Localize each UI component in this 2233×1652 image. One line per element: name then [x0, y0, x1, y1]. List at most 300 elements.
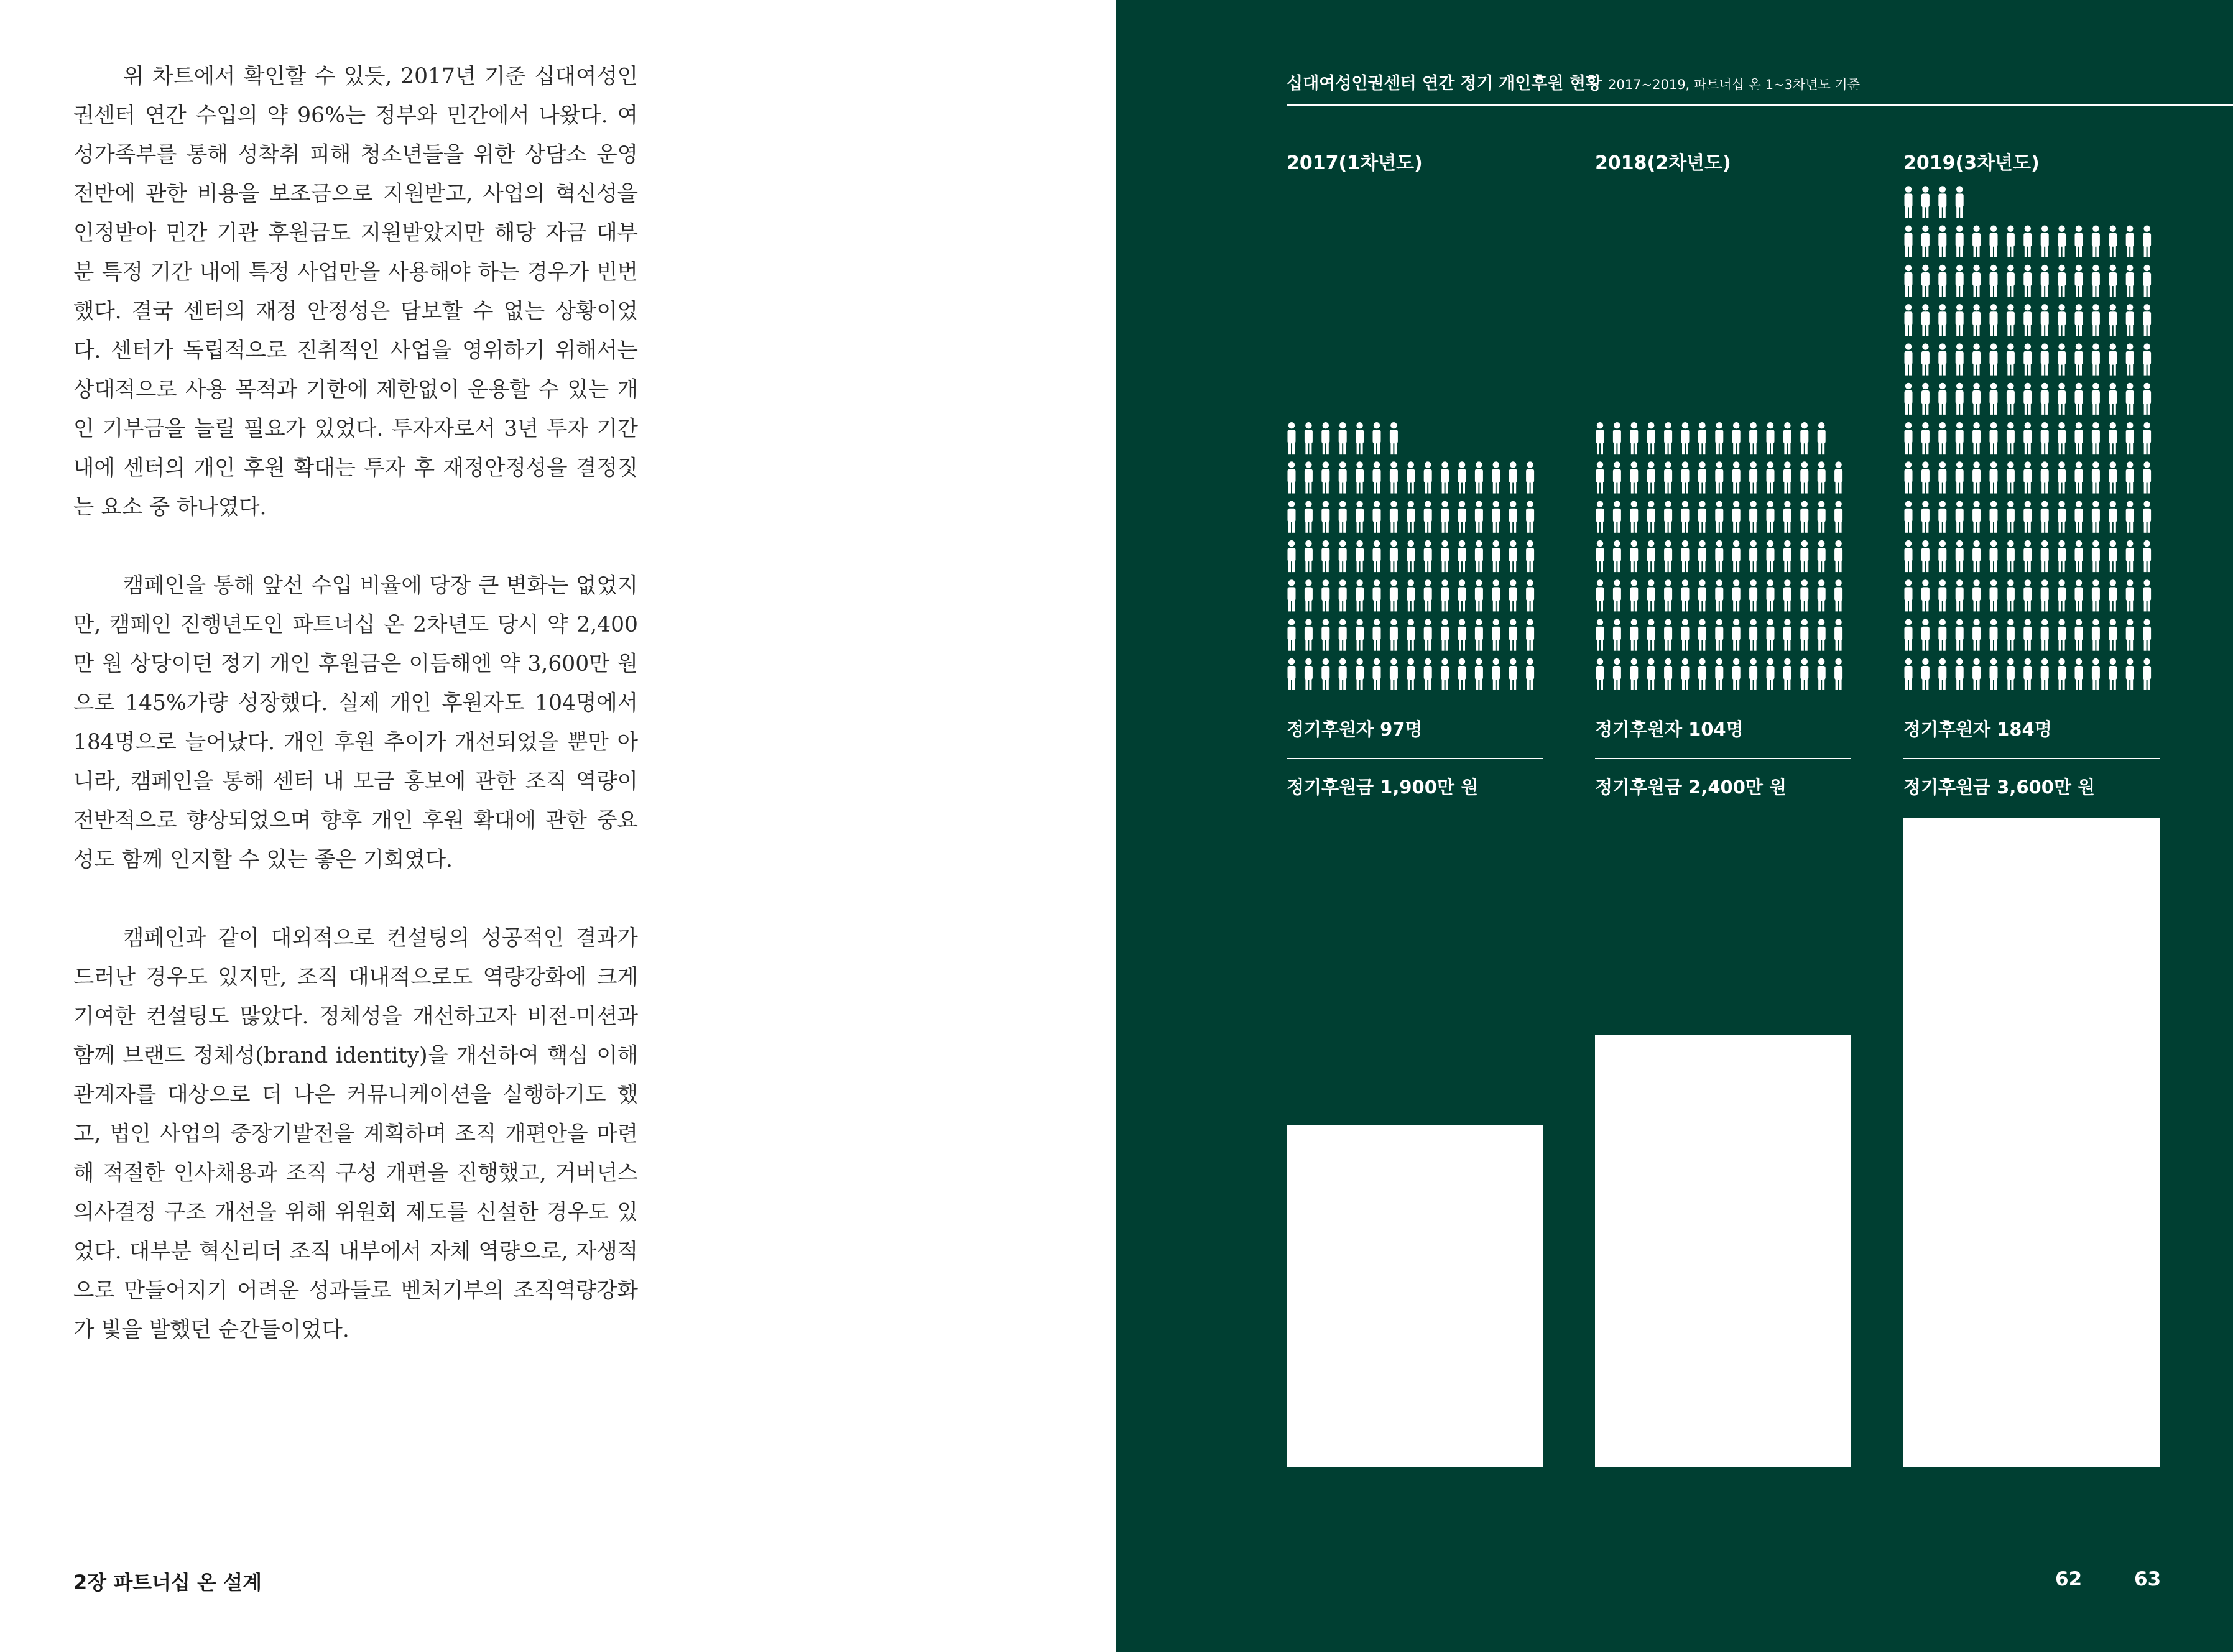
person-icon: [1938, 343, 1946, 375]
body-text: [73, 57, 638, 1350]
label-divider: [1903, 758, 2160, 759]
person-icon: [1800, 619, 1808, 651]
person-icon: [2092, 501, 2100, 533]
person-icon: [2041, 540, 2049, 572]
person-icon: [1990, 579, 1998, 611]
person-icon: [1956, 265, 1964, 297]
person-icon: [2109, 619, 2117, 651]
person-icon: [2023, 383, 2032, 415]
page-number-left: 62: [2055, 1568, 2083, 1590]
person-icon: [2007, 383, 2015, 415]
person-icon: [1681, 579, 1690, 611]
person-icon: [2058, 383, 2066, 415]
person-icon: [1921, 540, 1930, 572]
person-icon: [2058, 461, 2066, 493]
person-icon: [1681, 422, 1690, 454]
person-icon: [1783, 501, 1791, 533]
person-icon: [1905, 461, 1913, 493]
person-icon: [2126, 579, 2134, 611]
person-icon: [1288, 619, 1296, 651]
person-icon: [1321, 461, 1329, 493]
person-icon: [2126, 461, 2134, 493]
person-icon: [2092, 383, 2100, 415]
person-icon: [1921, 226, 1930, 257]
person-icon: [1938, 422, 1946, 454]
person-icon: [2007, 658, 2015, 690]
person-icon: [1339, 422, 1347, 454]
person-icon: [1339, 619, 1347, 651]
person-icon: [1732, 422, 1741, 454]
paragraph: 캠페인과 같이 대외적으로 컨설팅의 성공적인 결과가 드러난 경우도 있지만, 조직 대내적으로도 역량강화에 크게 기여한 컨설팅도 많았다. 정체성을 개선하고자 비전-미션과 함께 브랜드 정체성(brand identity)을 개선하여 핵심 이해관계자를 대상으로 더 나은 커뮤니케이션을 실행하기도 했고, 법인 사업의 중장기발전을 계획하며 조직 개편안을 마련해 적절한 인사채용과 조직 구성 개편을 진행했고, 거버넌스 의사결정 구조 개선을 위해 위원회 제도를 신설한 경우도 있었다. 대부분 혁신리더 조직 내부에서 자체 역량으로, 자생적으로 만들어지기 어려운 성과들로 벤처기부의 조직역량강화가 빛을 발했던 순간들이었다.: [73, 926, 638, 1342]
person-icon: [2143, 658, 2151, 690]
chapter-footer: 2장 파트너십 온 설계: [73, 1571, 262, 1594]
person-icon: [1339, 658, 1347, 690]
person-icon: [1800, 540, 1808, 572]
person-icon: [2126, 658, 2134, 690]
year-label: 2019(3차년도): [1903, 152, 2040, 174]
person-icon: [1749, 619, 1757, 651]
person-icon: [2092, 619, 2100, 651]
person-icon: [2075, 461, 2083, 493]
person-icon: [2092, 226, 2100, 257]
person-icon: [1767, 501, 1775, 533]
person-icon: [2143, 265, 2151, 297]
person-icon: [2143, 226, 2151, 257]
label-divider: [1595, 758, 1851, 759]
person-icon: [1749, 422, 1757, 454]
amount-label: 정기후원금 1,900만 원: [1287, 777, 1479, 798]
person-icon: [1698, 422, 1706, 454]
person-icon: [2109, 540, 2117, 572]
person-icon: [2143, 540, 2151, 572]
person-icon: [1458, 461, 1466, 493]
person-icon: [1305, 540, 1313, 572]
person-icon: [1321, 579, 1329, 611]
person-icon: [1664, 461, 1672, 493]
person-icon: [1938, 540, 1946, 572]
person-icon: [1647, 579, 1655, 611]
right-page: [1116, 0, 2233, 1652]
person-icon: [1715, 461, 1723, 493]
person-icon: [1441, 540, 1449, 572]
amount-bar: [1903, 818, 2160, 1467]
person-icon: [2075, 619, 2083, 651]
person-icon: [2126, 619, 2134, 651]
person-icon: [1373, 658, 1381, 690]
person-icon: [1972, 226, 1981, 257]
person-icon: [1921, 461, 1930, 493]
person-icon: [1647, 501, 1655, 533]
person-icon: [1972, 461, 1981, 493]
person-icon: [2109, 265, 2117, 297]
person-icon: [1492, 461, 1500, 493]
person-icon: [1356, 461, 1364, 493]
person-icon: [1990, 422, 1998, 454]
donor-count-label: 정기후원자 97명: [1287, 719, 1423, 740]
person-icon: [1749, 501, 1757, 533]
person-icon: [1492, 619, 1500, 651]
person-icon: [2126, 422, 2134, 454]
person-icon: [2023, 265, 2032, 297]
person-icon: [1698, 579, 1706, 611]
person-icon: [1630, 461, 1638, 493]
person-icon: [1990, 619, 1998, 651]
amount-label: 정기후원금 2,400만 원: [1595, 777, 1787, 798]
person-icon: [1698, 658, 1706, 690]
person-icon: [1356, 422, 1364, 454]
person-icon: [1390, 579, 1398, 611]
person-icon: [1938, 461, 1946, 493]
person-icon: [1905, 540, 1913, 572]
person-icon: [1492, 658, 1500, 690]
person-icon: [2143, 619, 2151, 651]
person-icon: [1921, 658, 1930, 690]
person-icon: [1509, 461, 1517, 493]
person-icon: [1818, 540, 1826, 572]
person-icon: [1921, 343, 1930, 375]
person-icon: [1596, 658, 1604, 690]
person-icon: [1613, 619, 1621, 651]
person-icon: [2092, 265, 2100, 297]
person-icon: [1339, 579, 1347, 611]
person-icon: [1424, 658, 1432, 690]
person-icon: [1390, 461, 1398, 493]
person-icon: [1526, 540, 1534, 572]
person-icon: [2007, 343, 2015, 375]
person-icon: [1938, 186, 1946, 218]
person-icon: [1990, 461, 1998, 493]
year-label: 2018(2차년도): [1595, 152, 1731, 174]
person-icon: [1905, 658, 1913, 690]
person-icon: [1373, 461, 1381, 493]
person-icon: [2058, 343, 2066, 375]
person-icon: [2058, 619, 2066, 651]
person-icon: [1783, 422, 1791, 454]
person-icon: [1458, 579, 1466, 611]
person-icon: [1921, 501, 1930, 533]
person-icon: [1664, 579, 1672, 611]
person-icon: [2058, 304, 2066, 336]
person-icon: [1921, 619, 1930, 651]
person-icon: [2023, 579, 2032, 611]
person-icon: [2023, 422, 2032, 454]
person-icon: [2058, 658, 2066, 690]
person-icon: [1664, 501, 1672, 533]
person-icon: [1956, 619, 1964, 651]
person-icon: [1956, 226, 1964, 257]
person-icon: [2126, 343, 2134, 375]
person-icon: [1938, 658, 1946, 690]
person-icon: [2041, 658, 2049, 690]
person-icon: [2041, 383, 2049, 415]
person-icon: [1905, 619, 1913, 651]
person-icon: [1921, 422, 1930, 454]
person-icon: [1818, 658, 1826, 690]
person-icon: [1424, 540, 1432, 572]
person-icon: [2109, 461, 2117, 493]
person-icon: [1596, 501, 1604, 533]
person-icon: [1715, 658, 1723, 690]
person-icon: [1800, 422, 1808, 454]
amount-bar: [1595, 1035, 1851, 1467]
person-icon: [1509, 658, 1517, 690]
person-icon: [1698, 461, 1706, 493]
person-icon: [1972, 579, 1981, 611]
person-icon: [1305, 501, 1313, 533]
person-icon: [1938, 619, 1946, 651]
person-icon: [2075, 501, 2083, 533]
person-icon: [2126, 226, 2134, 257]
person-icon: [2007, 422, 2015, 454]
person-icon: [1407, 579, 1415, 611]
person-icon: [2143, 343, 2151, 375]
person-icon: [1834, 658, 1842, 690]
person-icon: [1664, 422, 1672, 454]
person-icon: [1475, 540, 1483, 572]
person-icon: [1492, 540, 1500, 572]
person-icon: [1407, 461, 1415, 493]
person-icon: [1321, 422, 1329, 454]
person-icon: [1664, 619, 1672, 651]
person-icon: [1783, 461, 1791, 493]
person-icon: [1526, 658, 1534, 690]
person-icon: [1509, 540, 1517, 572]
person-icon: [1630, 540, 1638, 572]
person-icon: [1613, 540, 1621, 572]
person-icon: [2109, 343, 2117, 375]
person-icon: [1956, 461, 1964, 493]
person-icon: [1767, 579, 1775, 611]
person-icon: [1596, 422, 1604, 454]
person-icon: [1767, 619, 1775, 651]
person-icon: [1818, 501, 1826, 533]
person-icon: [2143, 501, 2151, 533]
person-icon: [1905, 226, 1913, 257]
year-label: 2017(1차년도): [1287, 152, 1423, 174]
person-icon: [1475, 501, 1483, 533]
person-icon: [1921, 265, 1930, 297]
person-icon: [2023, 304, 2032, 336]
person-icon: [1834, 540, 1842, 572]
person-icon: [1921, 383, 1930, 415]
person-icon: [1732, 658, 1741, 690]
person-icon: [2126, 383, 2134, 415]
person-icon: [1990, 501, 1998, 533]
person-icon: [1664, 540, 1672, 572]
person-icon: [1990, 658, 1998, 690]
person-icon: [1407, 540, 1415, 572]
person-icon: [1475, 461, 1483, 493]
person-icon: [1509, 579, 1517, 611]
person-icon: [2041, 501, 2049, 533]
person-icon: [1972, 501, 1981, 533]
person-icon: [1972, 343, 1981, 375]
person-icon: [1424, 619, 1432, 651]
person-icon: [1956, 343, 1964, 375]
person-icon: [1407, 619, 1415, 651]
person-icon: [1441, 579, 1449, 611]
paragraph: 캠페인을 통해 앞선 수입 비율에 당장 큰 변화는 없었지만, 캠페인 진행년도인 파트너십 온 2차년도 당시 약 2,400만 원 상당이던 정기 개인 후원금은 이듬해엔 약 3,600만 원으로 145%가량 성장했다. 실제 개인 후원자도 104명에서 184명으로 늘어났다. 개인 후원 추이가 개선되었을 뿐만 아니라, 캠페인을 통해 센터 내 모금 홍보에 관한 조직 역량이 전반적으로 향상되었으며 향후 개인 후원 확대에 관한 중요성도 함께 인지할 수 있는 좋은 기회였다.: [73, 573, 638, 872]
person-icon: [1664, 658, 1672, 690]
person-icon: [1905, 265, 1913, 297]
person-icon: [1630, 422, 1638, 454]
page-number-right: 63: [2134, 1568, 2161, 1590]
person-icon: [2109, 226, 2117, 257]
person-icon: [2023, 540, 2032, 572]
person-icon: [1715, 422, 1723, 454]
person-icon: [2143, 461, 2151, 493]
person-icon: [2041, 265, 2049, 297]
person-icon: [1698, 501, 1706, 533]
amount-label: 정기후원금 3,600만 원: [1903, 777, 2096, 798]
person-icon: [2092, 343, 2100, 375]
person-icon: [1681, 619, 1690, 651]
person-icon: [1647, 658, 1655, 690]
person-icon: [1305, 658, 1313, 690]
person-icon: [1596, 461, 1604, 493]
person-icon: [2109, 383, 2117, 415]
person-icon: [1972, 619, 1981, 651]
person-icon: [1288, 422, 1296, 454]
person-icon: [2075, 265, 2083, 297]
person-icon: [1321, 658, 1329, 690]
person-icon: [2092, 540, 2100, 572]
person-icon: [1441, 501, 1449, 533]
person-icon: [1921, 304, 1930, 336]
person-icon: [1956, 383, 1964, 415]
person-icon: [2092, 422, 2100, 454]
person-icon: [2126, 304, 2134, 336]
person-icon: [1905, 304, 1913, 336]
person-icon: [1767, 540, 1775, 572]
person-icon: [2126, 540, 2134, 572]
person-icon: [2109, 501, 2117, 533]
person-icon: [2058, 422, 2066, 454]
person-icon: [1800, 461, 1808, 493]
person-icon: [1905, 383, 1913, 415]
person-icon: [2023, 658, 2032, 690]
person-icon: [1732, 461, 1741, 493]
person-icon: [2007, 540, 2015, 572]
person-icon: [1596, 619, 1604, 651]
person-icon: [1818, 619, 1826, 651]
person-icon: [1905, 422, 1913, 454]
person-icon: [1972, 304, 1981, 336]
person-icon: [1288, 540, 1296, 572]
person-icon: [1509, 619, 1517, 651]
person-icon: [1305, 579, 1313, 611]
person-icon: [2092, 461, 2100, 493]
person-icon: [1630, 501, 1638, 533]
person-icon: [1800, 658, 1808, 690]
person-icon: [1475, 619, 1483, 651]
person-icon: [1373, 579, 1381, 611]
person-icon: [1492, 579, 1500, 611]
person-icon: [1373, 540, 1381, 572]
person-icon: [1972, 540, 1981, 572]
person-icon: [1373, 619, 1381, 651]
person-icon: [1905, 501, 1913, 533]
person-icon: [1305, 461, 1313, 493]
person-icon: [2041, 422, 2049, 454]
person-icon: [1956, 579, 1964, 611]
person-icon: [1972, 383, 1981, 415]
person-icon: [2109, 304, 2117, 336]
person-icon: [2058, 501, 2066, 533]
person-icon: [1749, 579, 1757, 611]
person-icon: [1956, 304, 1964, 336]
person-icon: [1921, 186, 1930, 218]
person-icon: [2109, 579, 2117, 611]
person-icon: [1990, 383, 1998, 415]
person-icon: [1458, 501, 1466, 533]
person-icon: [1767, 422, 1775, 454]
person-icon: [1356, 501, 1364, 533]
person-icon: [1356, 658, 1364, 690]
person-icon: [2075, 383, 2083, 415]
person-icon: [1630, 619, 1638, 651]
person-icon: [1647, 540, 1655, 572]
person-icon: [1834, 501, 1842, 533]
person-icon: [1526, 501, 1534, 533]
donor-count-label: 정기후원자 184명: [1903, 719, 2052, 740]
person-icon: [1596, 540, 1604, 572]
person-icon: [2041, 619, 2049, 651]
person-icon: [1938, 226, 1946, 257]
person-icon: [1783, 619, 1791, 651]
person-icon: [2075, 422, 2083, 454]
person-icon: [1288, 461, 1296, 493]
person-icon: [1938, 383, 1946, 415]
person-icon: [1305, 422, 1313, 454]
person-icon: [1938, 501, 1946, 533]
donor-count-label: 정기후원자 104명: [1595, 719, 1744, 740]
person-icon: [2092, 579, 2100, 611]
person-icon: [1339, 461, 1347, 493]
person-icon: [2075, 540, 2083, 572]
person-icon: [1647, 619, 1655, 651]
person-icon: [1972, 265, 1981, 297]
person-icon: [2023, 343, 2032, 375]
person-icon: [1339, 501, 1347, 533]
person-icon: [1767, 658, 1775, 690]
person-icon: [2007, 304, 2015, 336]
person-icon: [2007, 226, 2015, 257]
person-icon: [1783, 579, 1791, 611]
person-icon: [1767, 461, 1775, 493]
person-icon: [1698, 540, 1706, 572]
person-icon: [1834, 461, 1842, 493]
person-icon: [2041, 579, 2049, 611]
person-icon: [2007, 265, 2015, 297]
person-icon: [1990, 540, 1998, 572]
person-icon: [1800, 501, 1808, 533]
person-icon: [1647, 422, 1655, 454]
person-icon: [1630, 658, 1638, 690]
person-icon: [1956, 422, 1964, 454]
person-icon: [2075, 304, 2083, 336]
person-icon: [2041, 461, 2049, 493]
person-icon: [1905, 343, 1913, 375]
person-icon: [2143, 304, 2151, 336]
person-icon: [1818, 422, 1826, 454]
person-icon: [1441, 461, 1449, 493]
person-icon: [1956, 186, 1964, 218]
person-icon: [1681, 501, 1690, 533]
person-icon: [2075, 226, 2083, 257]
person-icon: [1321, 540, 1329, 572]
person-icon: [2058, 540, 2066, 572]
